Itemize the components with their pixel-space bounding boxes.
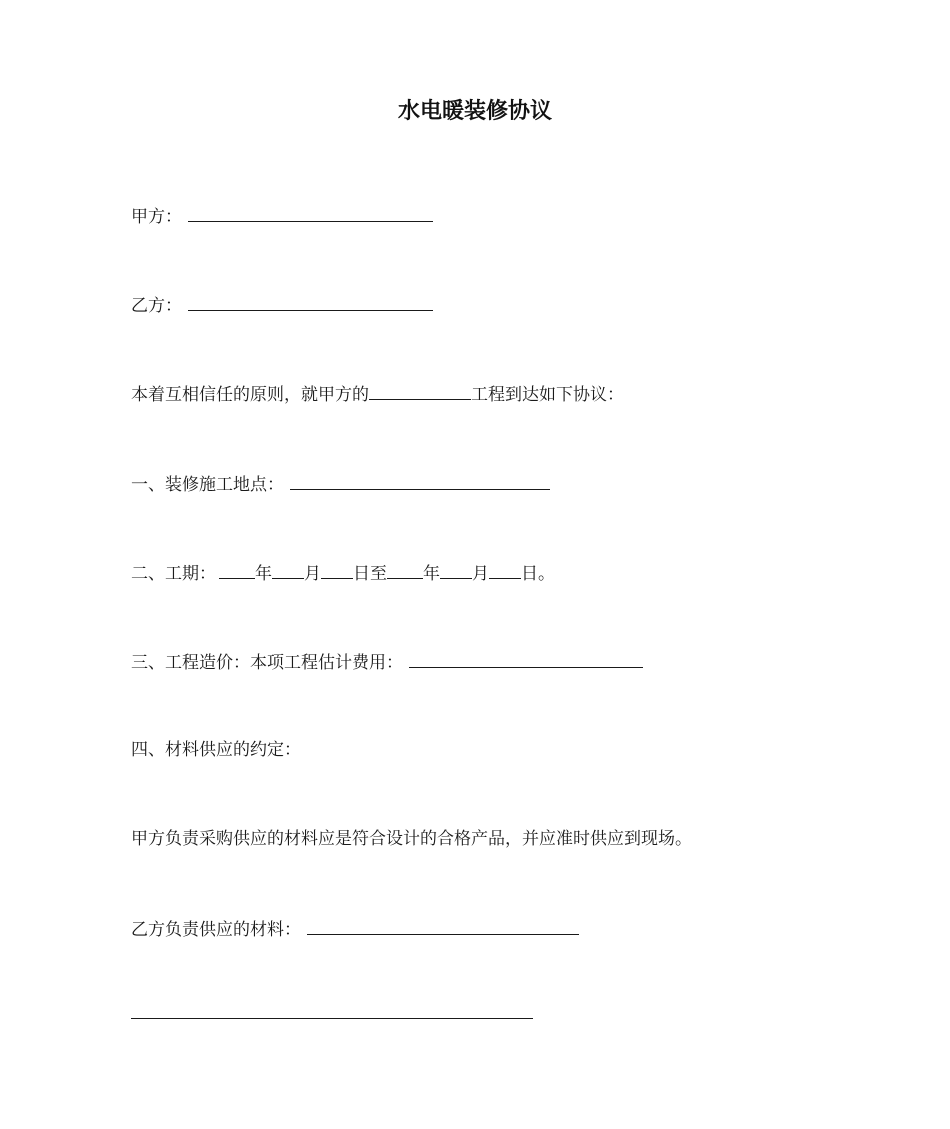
- party-a-blank: [188, 203, 433, 222]
- party-a-materials-line: [131, 827, 692, 851]
- start-year-blank: [219, 560, 255, 579]
- item2-month1: 月: [304, 564, 321, 584]
- party-a-line: [131, 203, 433, 229]
- start-day-blank: [321, 560, 353, 579]
- item2-line: [131, 560, 555, 586]
- item2-day1: 日至: [353, 564, 387, 584]
- item2-year2: 年: [423, 564, 440, 584]
- intro-prefix: 本着互相信任的原则，就甲方的: [131, 385, 369, 405]
- site-location-blank: [290, 471, 550, 490]
- intro-suffix: 工程到达如下协议：: [471, 385, 624, 405]
- item4-label: 四、材料供应的约定：: [131, 740, 301, 760]
- party-a-label: 甲方：: [131, 207, 182, 227]
- item1-line: [131, 471, 550, 497]
- party-a-materials-text: 甲方负责采购供应的材料应是符合设计的合格产品，并应准时供应到现场。: [131, 829, 692, 849]
- party-b-blank: [188, 292, 433, 311]
- intro-line: [131, 381, 624, 407]
- end-year-blank: [387, 560, 423, 579]
- party-b-line: [131, 292, 433, 318]
- item3-line: [131, 649, 643, 675]
- party-b-materials-line: [131, 916, 579, 942]
- item4-line: [131, 738, 301, 762]
- end-day-blank: [489, 560, 521, 579]
- party-b-materials-blank: [307, 916, 579, 935]
- item2-day2: 日。: [521, 564, 555, 584]
- party-b-label: 乙方：: [131, 296, 182, 316]
- start-month-blank: [272, 560, 304, 579]
- end-month-blank: [440, 560, 472, 579]
- estimated-cost-blank: [409, 649, 643, 668]
- document-title: 水电暖装修协议: [397, 99, 552, 124]
- item1-label: 一、装修施工地点：: [131, 475, 284, 495]
- project-name-blank: [369, 381, 471, 400]
- item2-label: 二、工期：: [131, 564, 216, 584]
- party-b-materials-label: 乙方负责供应的材料：: [131, 920, 301, 940]
- materials-continuation-blank: [131, 1018, 533, 1019]
- item2-year1: 年: [255, 564, 272, 584]
- item3-label: 三、工程造价：本项工程估计费用：: [131, 653, 403, 673]
- item2-month2: 月: [472, 564, 489, 584]
